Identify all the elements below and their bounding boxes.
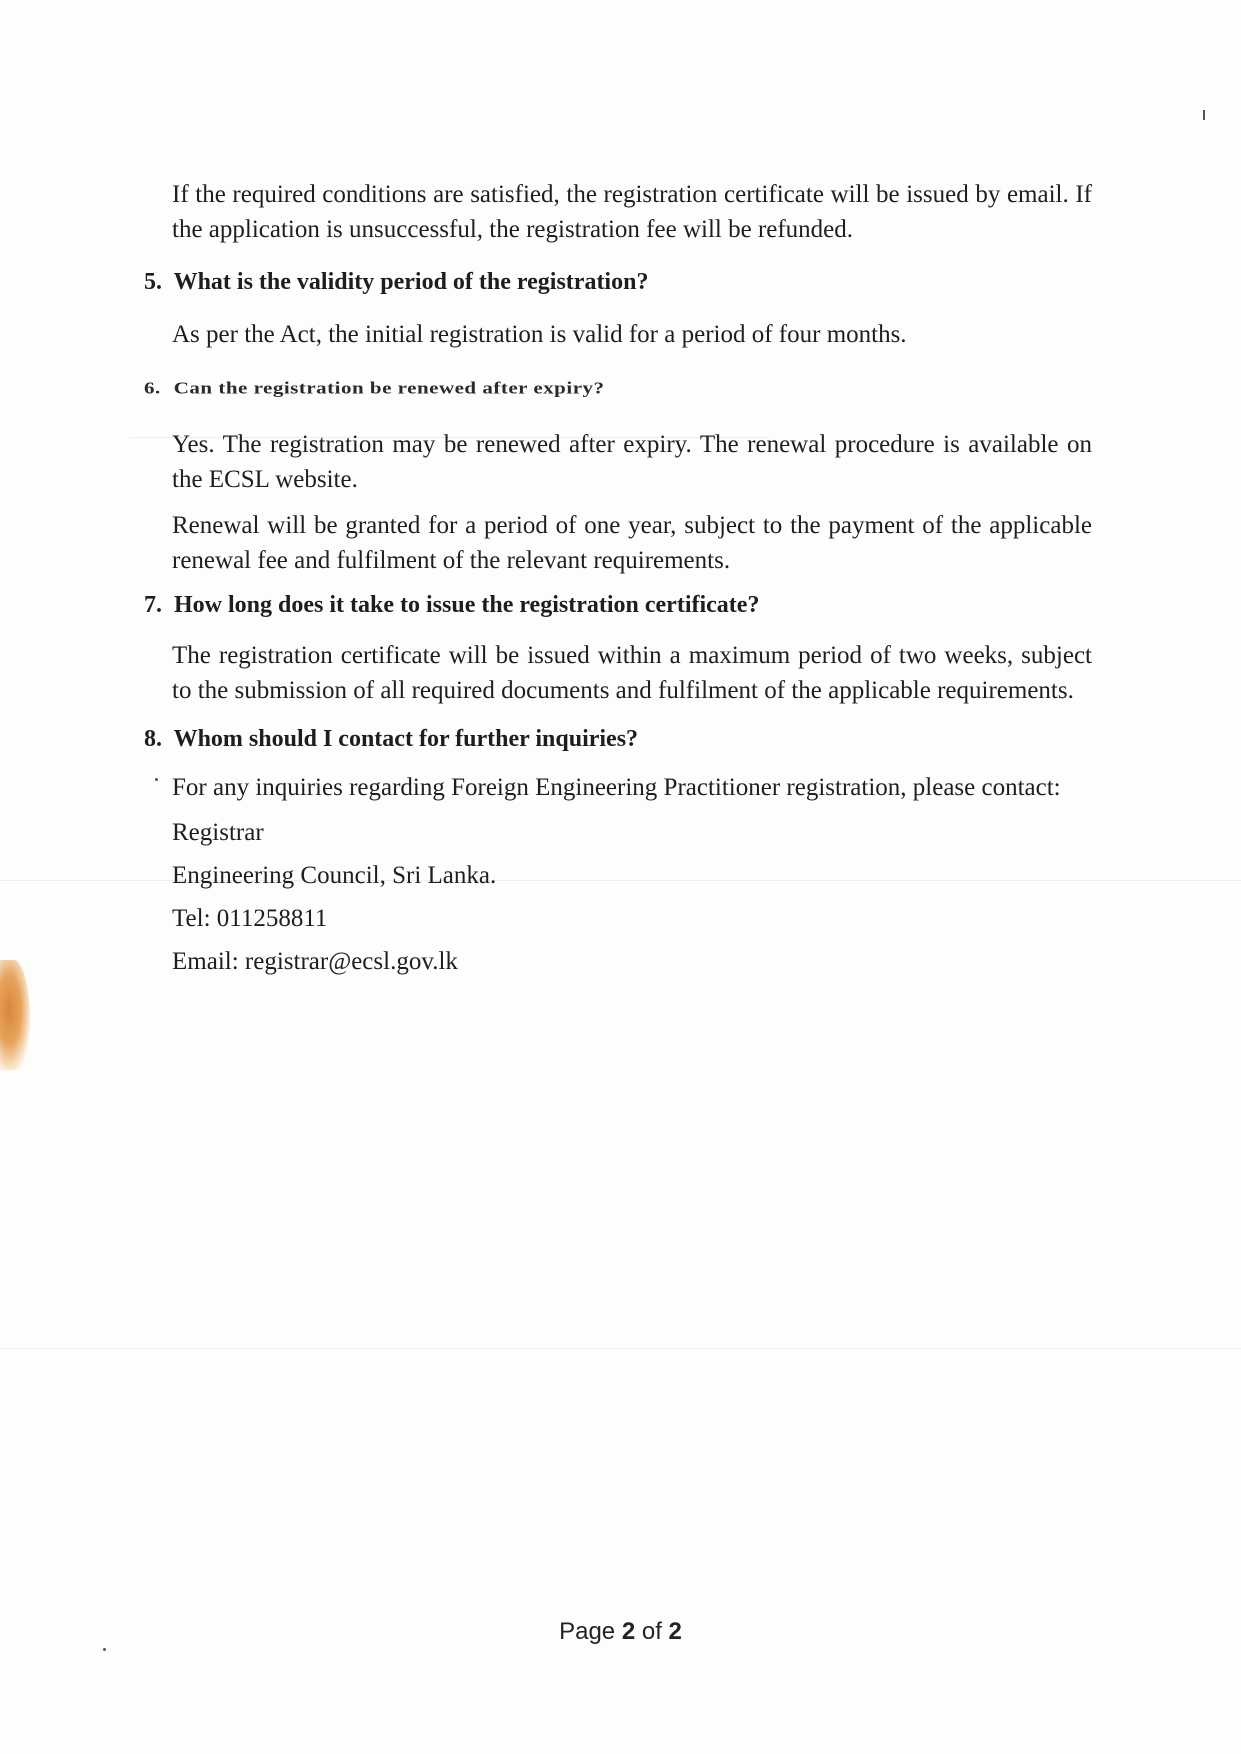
- scan-line: [0, 1348, 1241, 1349]
- scan-speck: [103, 1648, 106, 1651]
- contact-tel: Tel: 011258811: [172, 905, 328, 932]
- question-heading-6: [144, 376, 605, 401]
- answer-paragraph: Renewal will be granted for a period of one year, subject to the payment of the applicable renewal fee and fulfilment of the relevant requirements.: [172, 512, 1092, 574]
- page-current: 2: [621, 1618, 636, 1645]
- question-heading-7: [144, 589, 759, 621]
- question-text: How long does it take to issue the registration certificate?: [174, 592, 760, 618]
- intro-paragraph: If the required conditions are satisfied, the registration certificate will be issued by email. If the application is unsuccessful, the registration fee will be refunded.: [172, 181, 1092, 243]
- question-text: Can the registration be renewed after expiry?: [173, 378, 605, 398]
- paper-stain: [0, 960, 30, 1070]
- answer-paragraph: For any inquiries regarding Foreign Engineering Practitioner registration, please contact:: [172, 774, 1061, 801]
- scan-speck: [1203, 110, 1205, 120]
- answer-paragraph: The registration certificate will be issued within a maximum period of two weeks, subject to the submission of all required documents and fulfilment of the applicable requirements.: [172, 642, 1092, 704]
- question-text: Whom should I contact for further inquiries?: [173, 726, 639, 752]
- page-footer: [0, 1618, 1241, 1646]
- contact-title: Registrar: [172, 819, 264, 846]
- question-number: 5.: [144, 269, 162, 295]
- question-number: 6.: [144, 378, 161, 398]
- question-number: 7.: [144, 592, 162, 618]
- answer-paragraph: As per the Act, the initial registration is valid for a period of four months.: [172, 321, 907, 348]
- answer-paragraph: Yes. The registration may be renewed after expiry. The renewal procedure is available on the ECSL website.: [172, 431, 1092, 493]
- scan-speck: [155, 778, 158, 781]
- page-of: of: [641, 1618, 662, 1645]
- question-number: 8.: [144, 726, 162, 752]
- question-text: What is the validity period of the registration?: [173, 269, 649, 295]
- page-label: Page: [559, 1618, 616, 1645]
- page-total: 2: [668, 1618, 682, 1645]
- question-heading-8: [144, 723, 638, 755]
- contact-organization: Engineering Council, Sri Lanka.: [172, 862, 497, 889]
- question-heading-5: [144, 266, 648, 298]
- contact-email: Email: registrar@ecsl.gov.lk: [172, 948, 458, 975]
